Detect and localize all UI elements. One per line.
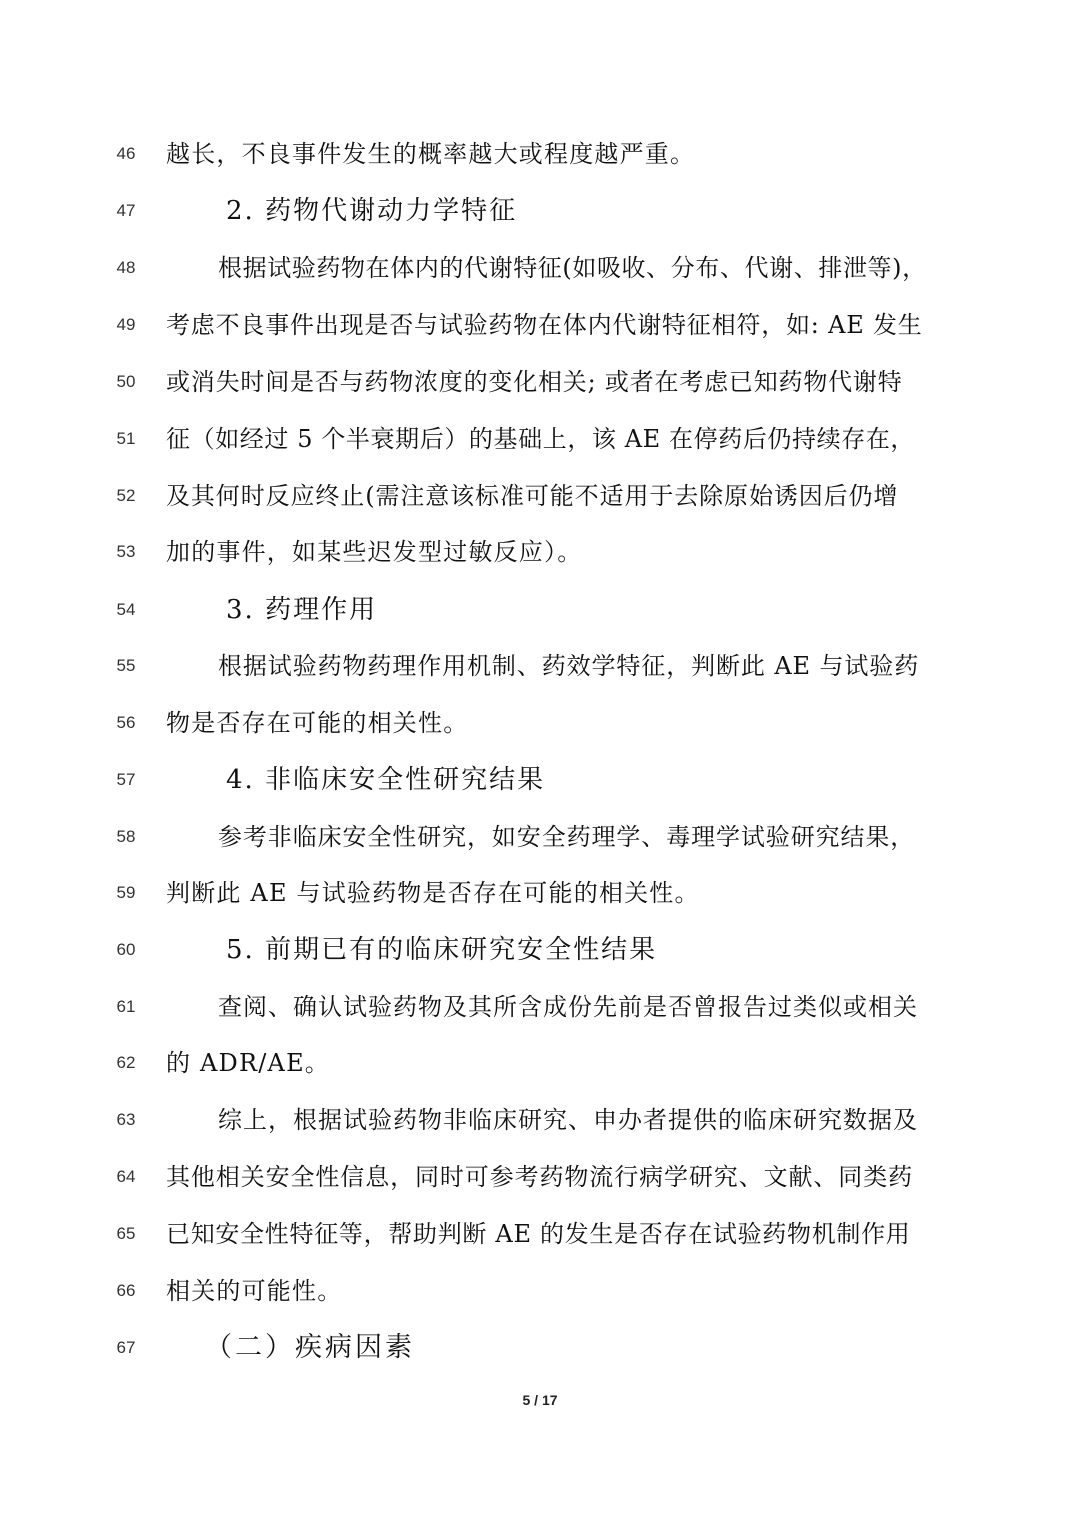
body-text: 考虑不良事件出现是否与试验药物在体内代谢特征相符，如: AE 发生 (166, 311, 923, 339)
line-number: 46 (116, 144, 136, 163)
text-line (0, 1043, 1080, 1083)
body-text: 判断此 AE 与试验药物是否存在可能的相关性。 (166, 879, 700, 907)
text-line (0, 532, 1080, 572)
line-number: 59 (116, 883, 136, 902)
text-line (0, 362, 1080, 402)
text-line (0, 1271, 1080, 1311)
line-number: 66 (116, 1281, 136, 1300)
body-text: 加的事件，如某些迟发型过敏反应）。 (166, 538, 583, 566)
text-line (0, 873, 1080, 913)
text-line (0, 191, 1080, 231)
section-heading: 3. 药理作用 (226, 595, 378, 625)
body-text: 或消失时间是否与药物浓度的变化相关; 或者在考虑已知药物代谢特 (166, 368, 903, 396)
line-number: 63 (116, 1110, 136, 1129)
line-number: 54 (116, 600, 136, 619)
body-text: 征（如经过 5 个半衰期后）的基础上，该 AE 在停药后仍持续存在， (166, 425, 916, 453)
body-text: 已知安全性特征等，帮助判断 AE 的发生是否存在试验药物机制作用 (166, 1220, 911, 1248)
text-line (0, 590, 1080, 630)
line-number: 57 (116, 770, 136, 789)
line-number: 62 (116, 1053, 136, 1072)
line-number: 61 (116, 997, 136, 1016)
section-heading: 4. 非临床安全性研究结果 (226, 765, 546, 795)
text-line (0, 1157, 1080, 1197)
line-number: 67 (116, 1338, 136, 1357)
line-number: 58 (116, 827, 136, 846)
section-heading: 2. 药物代谢动力学特征 (226, 196, 518, 226)
line-number: 60 (116, 940, 136, 959)
text-line (0, 760, 1080, 800)
text-line (0, 646, 1080, 686)
text-line (0, 305, 1080, 345)
body-text: 物是否存在可能的相关性。 (166, 709, 469, 737)
line-number: 50 (116, 372, 136, 391)
page-number: 5 / 17 (522, 1392, 558, 1408)
body-text: 参考非临床安全性研究，如安全药理学、毒理学试验研究结果， (218, 823, 916, 851)
text-line (0, 1328, 1080, 1368)
body-text: 其他相关安全性信息，同时可参考药物流行病学研究、文献、同类药 (166, 1163, 913, 1191)
line-number: 47 (116, 201, 136, 220)
line-number: 55 (116, 656, 136, 675)
text-line (0, 134, 1080, 174)
body-text: 及其何时反应终止(需注意该标准可能不适用于去除原始诱因后仍增 (166, 482, 899, 510)
line-number: 51 (116, 429, 136, 448)
text-line (0, 1214, 1080, 1254)
body-text: 根据试验药物药理作用机制、药效学特征，判断此 AE 与试验药 (218, 652, 920, 680)
line-number: 65 (116, 1224, 136, 1243)
body-text: 综上，根据试验药物非临床研究、申办者提供的临床研究数据及 (218, 1106, 918, 1134)
text-line (0, 703, 1080, 743)
line-number: 56 (116, 713, 136, 732)
text-line (0, 419, 1080, 459)
text-line (0, 476, 1080, 516)
text-line (0, 1100, 1080, 1140)
text-line (0, 930, 1080, 970)
line-number: 48 (116, 258, 136, 277)
line-number: 49 (116, 315, 136, 334)
section-heading: （二）疾病因素 (205, 1332, 415, 1363)
text-line (0, 817, 1080, 857)
line-number: 52 (116, 486, 136, 505)
body-text: 根据试验药物在体内的代谢特征(如吸收、分布、代谢、排泄等)， (218, 254, 927, 282)
body-text: 相关的可能性。 (166, 1277, 343, 1305)
text-line (0, 248, 1080, 288)
body-text: 越长，不良事件发生的概率越大或程度越严重。 (166, 140, 696, 168)
body-text: 的 ADR/AE。 (166, 1049, 331, 1077)
text-line (0, 987, 1080, 1027)
body-text: 查阅、确认试验药物及其所含成份先前是否曾报告过类似或相关 (218, 993, 918, 1021)
line-number: 64 (116, 1167, 136, 1186)
section-heading: 5. 前期已有的临床研究安全性结果 (226, 935, 658, 965)
line-number: 53 (116, 542, 136, 561)
